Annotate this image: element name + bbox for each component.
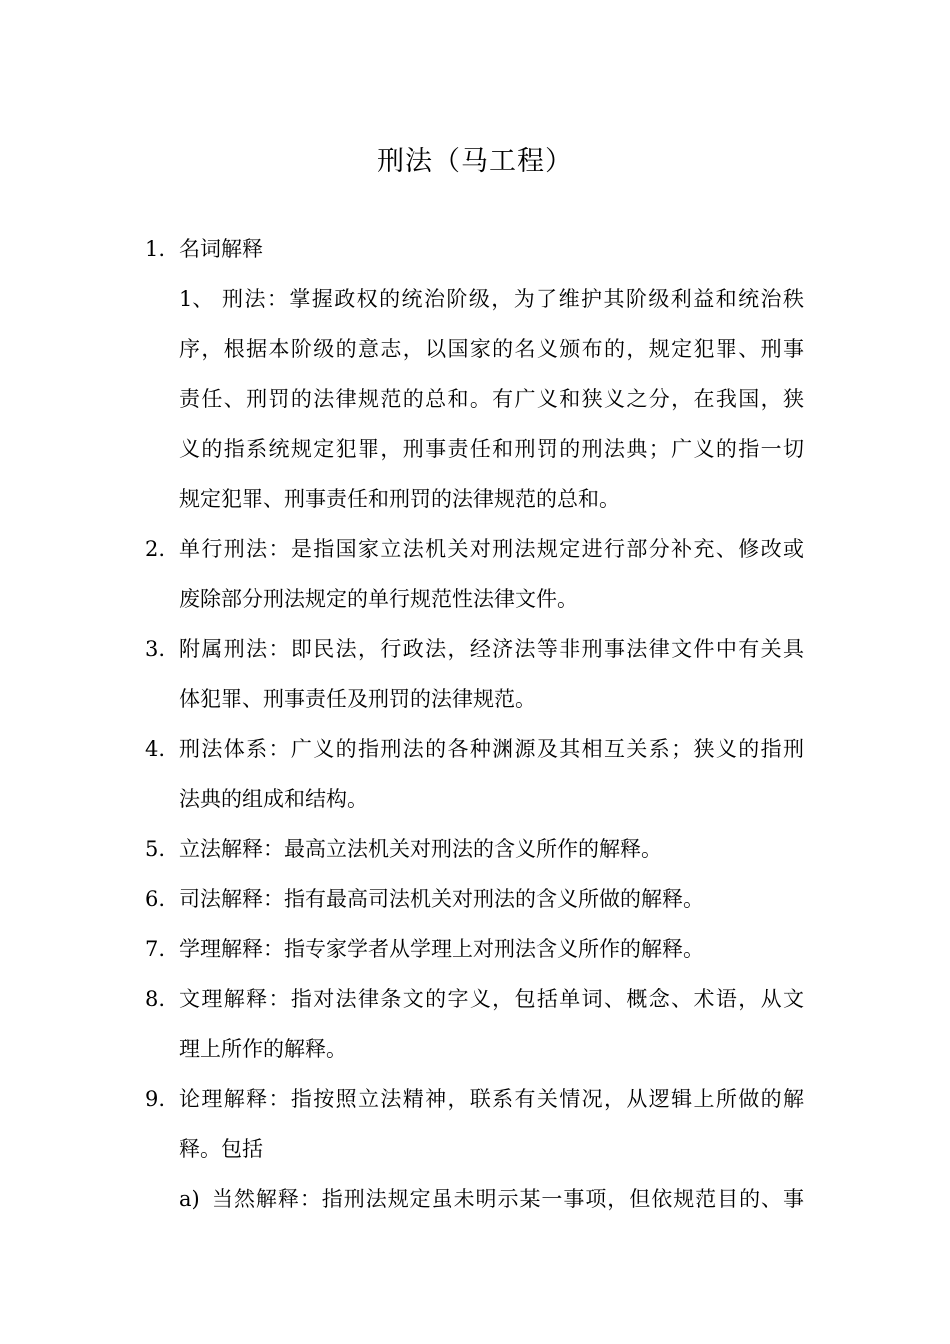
document-title: 刑法（马工程）	[377, 146, 573, 177]
item-number: 5.	[145, 837, 166, 861]
item-line: 论理解释：指按照立法精神，联系有关情况，从逻辑上所做的解	[179, 1087, 804, 1111]
item-number: 6.	[145, 887, 166, 911]
item-line: 责任、刑罚的法律规范的总和。有广义和狭义之分，在我国，狭	[179, 387, 804, 411]
item-number: 4.	[145, 737, 166, 761]
section-heading: 名词解释	[179, 237, 263, 261]
item-number: 8.	[145, 987, 166, 1011]
item-line: 释。包括	[179, 1137, 263, 1161]
item-line: 立法解释：最高立法机关对刑法的含义所作的解释。	[179, 837, 662, 861]
item-line: 刑法：掌握政权的统治阶级，为了维护其阶级利益和统治秩	[222, 287, 804, 311]
item-line: 规定犯罪、刑事责任和刑罚的法律规范的总和。	[179, 487, 620, 511]
item-line: 附属刑法：即民法，行政法，经济法等非刑事法律文件中有关具	[179, 637, 804, 661]
item-line: 司法解释：指有最高司法机关对刑法的含义所做的解释。	[179, 887, 704, 911]
item-line: 学理解释：指专家学者从学理上对刑法含义所作的解释。	[179, 937, 704, 961]
item-line: 当然解释：指刑法规定虽未明示某一事项，但依规范目的、事	[212, 1187, 804, 1211]
item-line: 单行刑法：是指国家立法机关对刑法规定进行部分补充、修改或	[179, 537, 804, 561]
item-line: 理上所作的解释。	[179, 1037, 347, 1061]
item-number: 2.	[145, 537, 166, 561]
subitem-letter: a)	[179, 1187, 200, 1211]
item-line: 法典的组成和结构。	[179, 787, 368, 811]
item-line: 文理解释：指对法律条文的字义，包括单词、概念、术语，从文	[179, 987, 804, 1011]
item-number: 1、	[179, 287, 214, 311]
item-line: 义的指系统规定犯罪，刑事责任和刑罚的刑法典；广义的指一切	[179, 437, 804, 461]
item-line: 废除部分刑法规定的单行规范性法律文件。	[179, 587, 578, 611]
section-number: 1.	[145, 237, 166, 261]
item-number: 9.	[145, 1087, 166, 1111]
item-number: 3.	[145, 637, 166, 661]
item-number: 7.	[145, 937, 166, 961]
item-line: 刑法体系：广义的指刑法的各种渊源及其相互关系；狭义的指刑	[179, 737, 804, 761]
item-line: 体犯罪、刑事责任及刑罚的法律规范。	[179, 687, 536, 711]
item-line: 序，根据本阶级的意志，以国家的名义颁布的，规定犯罪、刑事	[179, 337, 804, 361]
